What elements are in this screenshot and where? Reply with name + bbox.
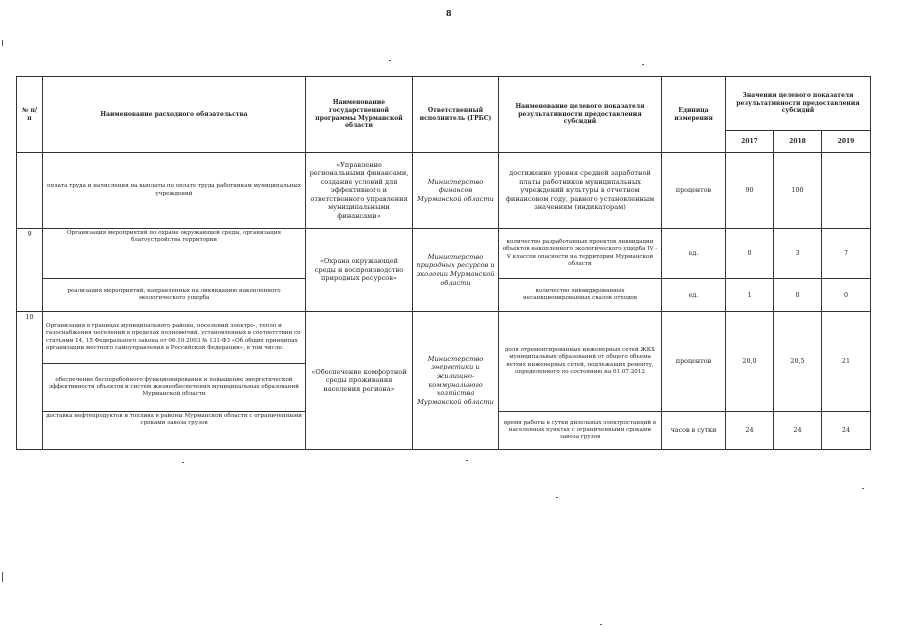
- unit-cell: процентов: [662, 312, 726, 412]
- value-2019-cell: 7: [822, 229, 871, 279]
- unit-cell: ед.: [662, 229, 726, 279]
- indicator-cell: время работы в сутки дизельных электростанций в населенных пунктах с ограниченными сроками завоза грузов: [499, 412, 662, 450]
- header-values: Значения целевого показателя результативности предоставления субсидий: [726, 77, 871, 131]
- executor-cell: Министерство природных ресурсов и экологии Мурманской области: [413, 229, 499, 312]
- obligation-cell: оплата труда и начисления на выплаты по оплате труда работникам муниципальных учреждений: [43, 153, 306, 229]
- executor-cell: Министерство энергетики и жилищно-коммунального хозяйства Мурманской области: [413, 312, 499, 450]
- program-cell: «Управление региональными финансами, создание условий для эффективного и ответственного управления муниципальными финансами»: [306, 153, 413, 229]
- unit-cell: ед.: [662, 279, 726, 312]
- subsidy-indicators-table: [16, 76, 871, 450]
- header-program: Наименование государственной программы Мурманской области: [306, 77, 413, 153]
- header-executor: Ответственный исполнитель (ГРБС): [413, 77, 499, 153]
- obligation-cell: Организация в границах муниципального района, поселений электро-, тепло и газоснабжения поселений в пределах полномочий, установленных в соответствии со статьями 14, 15 Федерального закона от 06.10.2003 № 131-ФЗ «Об общих принципах организации местного самоуправления в Российской Федерации», в том числе:: [43, 312, 306, 364]
- header-year-2018: 2018: [774, 131, 822, 153]
- row-num-cell: 10: [17, 312, 43, 450]
- value-2018-cell: 0: [774, 279, 822, 312]
- unit-cell: часов в сутки: [662, 412, 726, 450]
- header-year-2019: 2019: [822, 131, 871, 153]
- header-year-2017: 2017: [726, 131, 774, 153]
- indicator-cell: количество разработанных проектов ликвидации объектов накопленного экологического ущерба IV - V классов опасности на территории Мурманской области: [499, 229, 662, 279]
- table-row: [17, 153, 871, 229]
- header-num: № п/п: [17, 77, 43, 153]
- indicator-cell: достижение уровня средней заработной платы работников муниципальных учреждений культуры в отчетном финансовом году, равного установленным значениям (индикаторам): [499, 153, 662, 229]
- value-2019-cell: 24: [822, 412, 871, 450]
- row-num-cell: [17, 153, 43, 229]
- header-row: [17, 77, 871, 131]
- value-2018-cell: 3: [774, 229, 822, 279]
- header-unit: Единица измерения: [662, 77, 726, 153]
- indicator-cell: количество ликвидированных несанкционированных свалок отходов: [499, 279, 662, 312]
- sub-obligation-cell: обеспечение бесперебойного функционирования и повышение энергетической эффективности объектов и систем жизнеобеспечения муниципальных образований Мурманской области: [43, 364, 306, 412]
- header-obligation: Наименование расходного обязательства: [43, 77, 306, 153]
- value-2019-cell: 21: [822, 312, 871, 412]
- row-num-cell: 9: [17, 229, 43, 312]
- sub-obligation-cell: реализация мероприятий, направленных на ликвидацию накопленного экологического ущерба: [43, 279, 306, 312]
- value-2019-cell: [822, 153, 871, 229]
- indicator-cell: доля отремонтированных инженерных сетей ЖКХ муниципальных образований от общего объема ветхих инженерных сетей, подлежащих ремонту, определенного по состоянию на 01.07.2012: [499, 312, 662, 412]
- executor-cell: Министерство финансов Мурманской области: [413, 153, 499, 229]
- page-number: 8: [446, 8, 452, 18]
- table-row: [17, 312, 871, 364]
- value-2017-cell: 0: [726, 229, 774, 279]
- value-2017-cell: 20,0: [726, 312, 774, 412]
- table-row: [17, 229, 871, 279]
- sub-obligation-cell: доставка нефтепродуктов и топлива в районы Мурманской области с ограниченными сроками завоза грузов: [43, 412, 306, 450]
- obligation-cell: Организация мероприятий по охране окружающей среды, организация благоустройства территории: [43, 229, 306, 279]
- header-indicator: Наименование целевого показателя результативности предоставления субсидий: [499, 77, 662, 153]
- value-2017-cell: 24: [726, 412, 774, 450]
- value-2019-cell: 0: [822, 279, 871, 312]
- value-2017-cell: 1: [726, 279, 774, 312]
- value-2018-cell: 20,5: [774, 312, 822, 412]
- program-cell: «Обеспечение комфортной среды проживания населения региона»: [306, 312, 413, 450]
- program-cell: «Охрана окружающей среды и воспроизводство природных ресурсов»: [306, 229, 413, 312]
- value-2018-cell: 100: [774, 153, 822, 229]
- value-2018-cell: 24: [774, 412, 822, 450]
- unit-cell: процентов: [662, 153, 726, 229]
- value-2017-cell: 90: [726, 153, 774, 229]
